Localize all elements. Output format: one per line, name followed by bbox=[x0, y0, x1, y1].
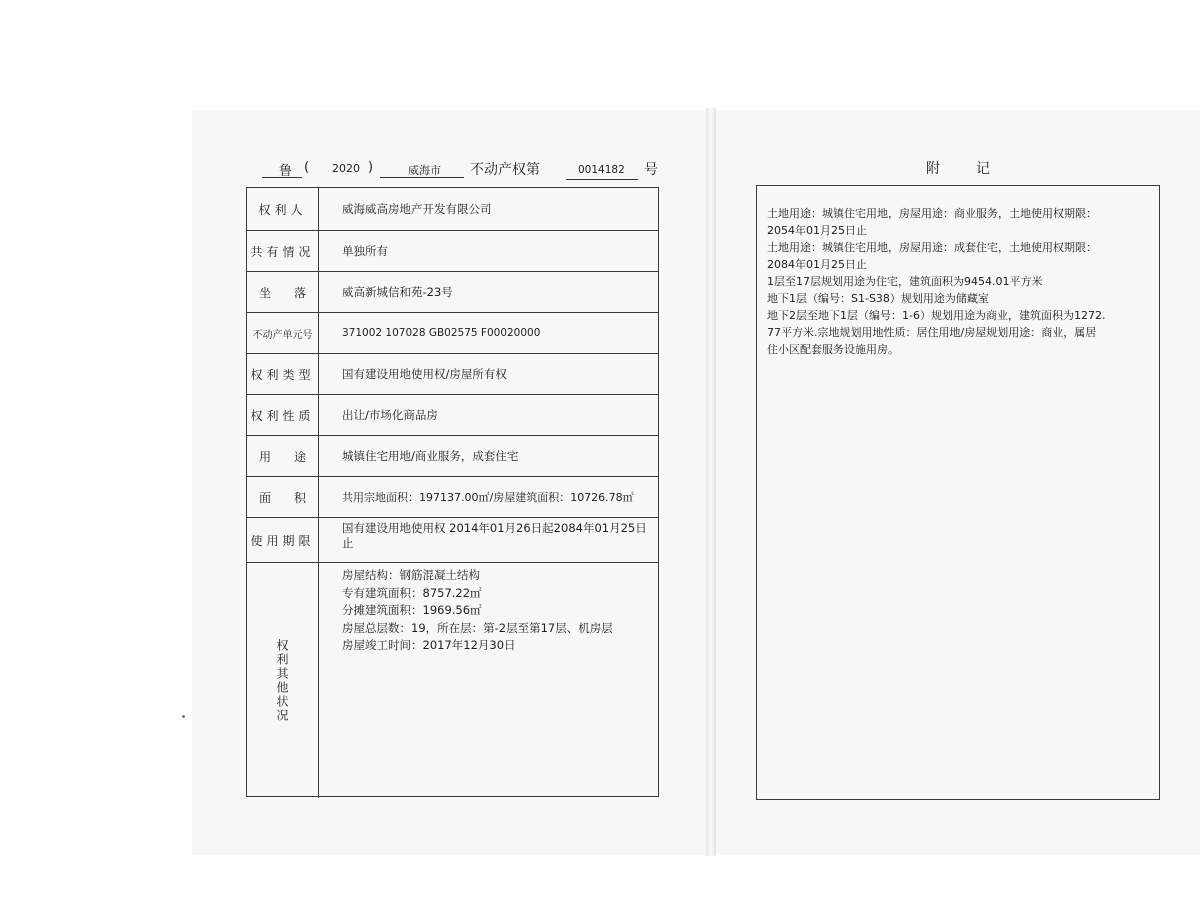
other-status-line: 房屋结构：钢筋混凝土结构 bbox=[342, 568, 480, 582]
appendix-line: 土地用途：城镇住宅用地，房屋用途：成套住宅，土地使用权期限： bbox=[767, 241, 1097, 254]
row-value: 国有建设用地使用权 2014年01月26日起2084年01月25日止 bbox=[342, 521, 647, 550]
rights-table bbox=[246, 187, 659, 797]
header-underline-prefix bbox=[262, 177, 302, 178]
row-label: 共有情况 bbox=[247, 231, 319, 271]
row-label: 权利性质 bbox=[247, 395, 319, 435]
appendix-line: 地下2层至地下1层（编号：1-6）规划用途为商业，建筑面积为1272. bbox=[767, 309, 1106, 322]
table-row bbox=[247, 354, 658, 395]
header-suffix: 号 bbox=[644, 162, 658, 178]
row-label-char: 用 bbox=[259, 449, 272, 464]
appendix-line: 2054年01月25日止 bbox=[767, 224, 867, 237]
appendix-notes bbox=[767, 205, 1159, 358]
header-paren-open: ( bbox=[304, 160, 310, 175]
other-status-line: 专有建筑面积：8757.22㎡ bbox=[342, 585, 482, 600]
other-status-line: 房屋总层数：19，所在层：第-2层至第17层、机房层 bbox=[342, 620, 613, 635]
row-value: 出让/市场化商品房 bbox=[342, 407, 438, 422]
header-underline-no bbox=[566, 179, 638, 180]
row-label bbox=[247, 477, 319, 517]
header-cert-no: 0014182 bbox=[578, 164, 625, 176]
table-row bbox=[247, 518, 658, 563]
row-value: 威高新城信和苑-23号 bbox=[342, 284, 453, 299]
row-label: 权利类型 bbox=[247, 354, 319, 394]
row-label: 不动产单元号 bbox=[247, 313, 319, 353]
row-label-char: 坐 bbox=[259, 285, 272, 300]
row-value: 国有建设用地使用权/房屋所有权 bbox=[342, 366, 507, 381]
header-paren-close: ) bbox=[368, 160, 374, 175]
appendix-line: 1层至17层规划用途为住宅，建筑面积为9454.01平方米 bbox=[767, 275, 1043, 288]
table-row bbox=[247, 436, 658, 477]
appendix-line: 土地用途：城镇住宅用地，房屋用途：商业服务，土地使用权期限： bbox=[767, 207, 1097, 220]
row-label bbox=[247, 436, 319, 476]
header-city: 威海市 bbox=[408, 164, 441, 177]
table-row bbox=[247, 231, 658, 272]
row-value: 威海威高房地产开发有限公司 bbox=[342, 201, 492, 216]
row-label: 权利其他状况 bbox=[247, 563, 319, 798]
table-row bbox=[247, 313, 658, 354]
table-row bbox=[247, 477, 658, 518]
row-label-char: 面 bbox=[259, 490, 272, 505]
other-status-line: 房屋竣工时间：2017年12月30日 bbox=[342, 638, 516, 652]
row-value: 城镇住宅用地/商业服务，成套住宅 bbox=[342, 448, 519, 463]
row-label: 权利人 bbox=[247, 188, 319, 230]
row-label: 使用期限 bbox=[247, 518, 319, 562]
row-label-char: 途 bbox=[293, 449, 306, 464]
row-label-char: 积 bbox=[293, 490, 306, 505]
appendix-line: 2084年01月25日止 bbox=[767, 258, 867, 271]
row-value: 共用宗地面积：197137.00㎡/房屋建筑面积：10726.78㎡ bbox=[342, 490, 634, 504]
row-value: 371002 107028 GB02575 F00020000 bbox=[342, 326, 541, 339]
other-status-line: 分摊建筑面积：1969.56㎡ bbox=[342, 603, 482, 617]
row-value: 单独所有 bbox=[342, 243, 388, 258]
header-title: 不动产权第 bbox=[470, 162, 540, 178]
row-label bbox=[247, 272, 319, 312]
appendix-line: 地下1层（编号：S1-S38）规划用途为储藏室 bbox=[767, 292, 989, 305]
header-prefix: 鲁 bbox=[279, 164, 293, 179]
appendix-line: 住小区配套服务设施用房。 bbox=[767, 343, 899, 356]
table-row bbox=[247, 188, 658, 231]
table-row bbox=[247, 272, 658, 313]
header-year: 2020 bbox=[332, 162, 360, 175]
scan-speck bbox=[182, 715, 185, 718]
appendix-title: 附记 bbox=[926, 161, 1026, 177]
table-row bbox=[247, 395, 658, 436]
table-row-other bbox=[247, 563, 658, 798]
appendix-line: 77平方米.宗地规划用地性质：居住用地/房屋规划用途：商业，属居 bbox=[767, 326, 1097, 339]
row-label-char: 落 bbox=[293, 285, 306, 300]
page-fold bbox=[706, 108, 716, 856]
other-status-lines bbox=[342, 565, 652, 802]
